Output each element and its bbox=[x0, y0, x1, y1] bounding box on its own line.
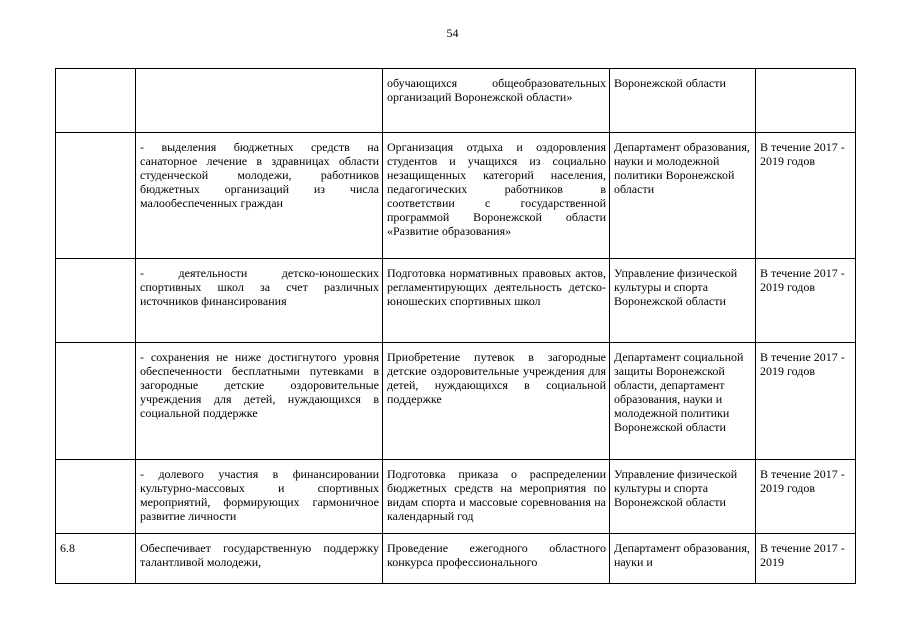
term-cell: В течение 2017 - 2019 годов bbox=[756, 133, 856, 259]
term-cell: В течение 2017 - 2019 годов bbox=[756, 259, 856, 343]
page-number: 54 bbox=[446, 26, 459, 40]
executor-cell: Управление физической культуры и спорта Воронежской области bbox=[610, 460, 756, 534]
table-row bbox=[56, 259, 856, 343]
event-cell: Обеспечивает государственную поддержку талантливой молодежи, bbox=[136, 534, 383, 584]
plan-table bbox=[55, 68, 856, 584]
row-number-cell bbox=[56, 133, 136, 259]
row-number-cell: 6.8 bbox=[56, 534, 136, 584]
term-cell: В течение 2017 - 2019 bbox=[756, 534, 856, 584]
table-row bbox=[56, 534, 856, 584]
table-row bbox=[56, 69, 856, 133]
executor-cell: Департамент социальной защиты Воронежской области, департамент образования, науки и молодежной политики Воронежской области bbox=[610, 343, 756, 460]
table-row bbox=[56, 343, 856, 460]
content-cell: Приобретение путевок в загородные детские оздоровительные учреждения для детей, нуждающихся в социальной поддержке bbox=[383, 343, 610, 460]
content-cell: обучающихся общеобразовательных организаций Воронежской области» bbox=[383, 69, 610, 133]
term-cell bbox=[756, 69, 856, 133]
content-cell: Проведение ежегодного областного конкурса профессионального bbox=[383, 534, 610, 584]
row-number-cell bbox=[56, 460, 136, 534]
executor-cell: Департамент образования, науки и bbox=[610, 534, 756, 584]
content-cell: Организация отдыха и оздоровления студентов и учащихся из социально незащищенных категорий населения, педагогических работников в соответствии с государственной программой Воронежской области «Развитие образования» bbox=[383, 133, 610, 259]
term-cell: В течение 2017 - 2019 годов bbox=[756, 460, 856, 534]
term-cell: В течение 2017 - 2019 годов bbox=[756, 343, 856, 460]
event-cell: - долевого участия в финансировании культурно-массовых и спортивных мероприятий, формирующих гармоничное развитие личности bbox=[136, 460, 383, 534]
event-cell bbox=[136, 69, 383, 133]
content-cell: Подготовка нормативных правовых актов, регламентирующих деятельность детско-юношеских спортивных школ bbox=[383, 259, 610, 343]
executor-cell: Воронежской области bbox=[610, 69, 756, 133]
event-cell: - сохранения не ниже достигнутого уровня обеспеченности бесплатными путевками в загородные детские оздоровительные учреждения для детей, нуждающихся в социальной поддержке bbox=[136, 343, 383, 460]
row-number-cell bbox=[56, 343, 136, 460]
table-row bbox=[56, 133, 856, 259]
table-row bbox=[56, 460, 856, 534]
event-cell: - выделения бюджетных средств на санаторное лечение в здравницах области студенческой молодежи, работников бюджетных организаций из числа малообеспеченных граждан bbox=[136, 133, 383, 259]
executor-cell: Управление физической культуры и спорта Воронежской области bbox=[610, 259, 756, 343]
event-cell: - деятельности детско-юношеских спортивных школ за счет различных источников финансирования bbox=[136, 259, 383, 343]
content-cell: Подготовка приказа о распределении бюджетных средств на мероприятия по видам спорта и массовые соревнования на календарный год bbox=[383, 460, 610, 534]
row-number-cell bbox=[56, 69, 136, 133]
row-number-cell bbox=[56, 259, 136, 343]
executor-cell: Департамент образования, науки и молодежной политики Воронежской области bbox=[610, 133, 756, 259]
